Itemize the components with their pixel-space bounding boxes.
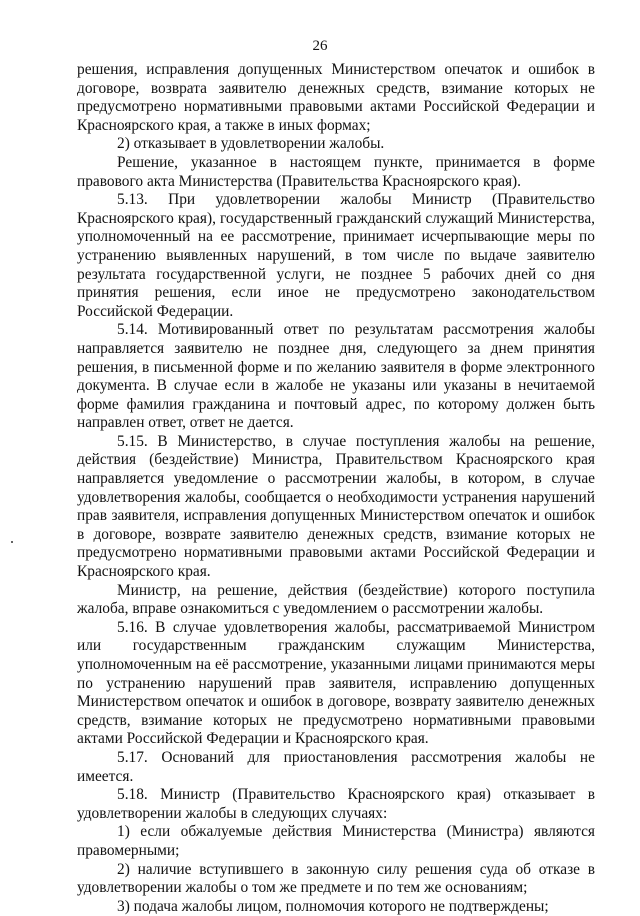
paragraph-5-18: 5.18. Министр (Правительство Красноярского края) отказывает в удовлетворении жалобы в следующих случаях: (77, 786, 595, 822)
scan-speck (11, 541, 13, 543)
paragraph-minister-notice: Министр, на решение, действия (бездействие) которого поступила жалоба, вправе ознакомиться с уведомлением о рассмотрении жалобы. (77, 581, 595, 618)
paragraph-case-3: 3) подача жалобы лицом, полномочия которого не подтверждены; (117, 897, 549, 915)
paragraph-5-13: 5.13. При удовлетворении жалобы Министр (Правительство Красноярского края), государственный гражданский служащий Министерства, уполномоченный на ее рассмотрение, принимает исчерпывающие меры по устранению выявленных нарушений, в том числе по выдаче заявителю результата государственной услуги, не позднее 5 рабочих дней со дня принятия решения, если иное не предусмотрено законодательством Российской Федерации. (77, 191, 595, 320)
paragraph-case-2: 2) наличие вступившего в законную силу решения суда об отказе в удовлетворении жалобы о том же предмете и по тем же основаниям; (77, 860, 595, 897)
paragraph-decision-form: Решение, указанное в настоящем пункте, принимается в форме правового акта Министерства (Правительства Красноярского края). (77, 153, 595, 190)
paragraph-case-1: 1) если обжалуемые действия Министерства (Министра) являются правомерными; (77, 823, 595, 859)
paragraph-5-15: 5.15. В Министерство, в случае поступления жалобы на решение, действия (бездействие) Министра, Правительством Красноярского края направляется уведомление о рассмотрении жалобы, в котором, в случае удовлетворения жалобы, сообщается о необходимости устранения нарушений прав заявителя, исправления допущенных Министерством опечаток и ошибок в договоре, возврате заявителю денежных средств, взимание которых не предусмотрено нормативными правовыми актами Российской Федерации и Красноярского края. (77, 432, 595, 581)
page-number: 26 (312, 38, 328, 54)
paragraph-continuation: решения, исправления допущенных Министерством опечаток и ошибок в договоре, возврата заявителю денежных средств, взимание которых не предусмотрено нормативными правовыми актами Российской Федерации и Красноярского края, а также в иных формах; (77, 61, 595, 134)
document-body (77, 61, 595, 916)
paragraph-5-14: 5.14. Мотивированный ответ по результатам рассмотрения жалобы направляется заявителю не позднее дня, следующего за днем принятия решения, в письменной форме и по желанию заявителя в форме электронного документа. В случае если в жалобе не указаны или указаны в нечитаемой форме фамилия гражданина и почтовый адрес, по которому должен быть направлен ответ, ответ не дается. (77, 321, 595, 432)
paragraph-5-17: 5.17. Оснований для приостановления рассмотрения жалобы не имеется. (77, 748, 595, 785)
paragraph-5-16: 5.16. В случае удовлетворения жалобы, рассматриваемой Министром или государственным гражданским служащим Министерства, уполномоченным на её рассмотрение, указанными лицами принимаются меры по устранению нарушений прав заявителя, исправлению допущенных Министерством опечаток и ошибок в договоре, возврату заявителю денежных средств, взимание которых не предусмотрено нормативными правовыми актами Российской Федерации и Красноярского края. (77, 618, 595, 748)
paragraph-refusal-item: 2) отказывает в удовлетворении жалобы. (117, 135, 385, 153)
